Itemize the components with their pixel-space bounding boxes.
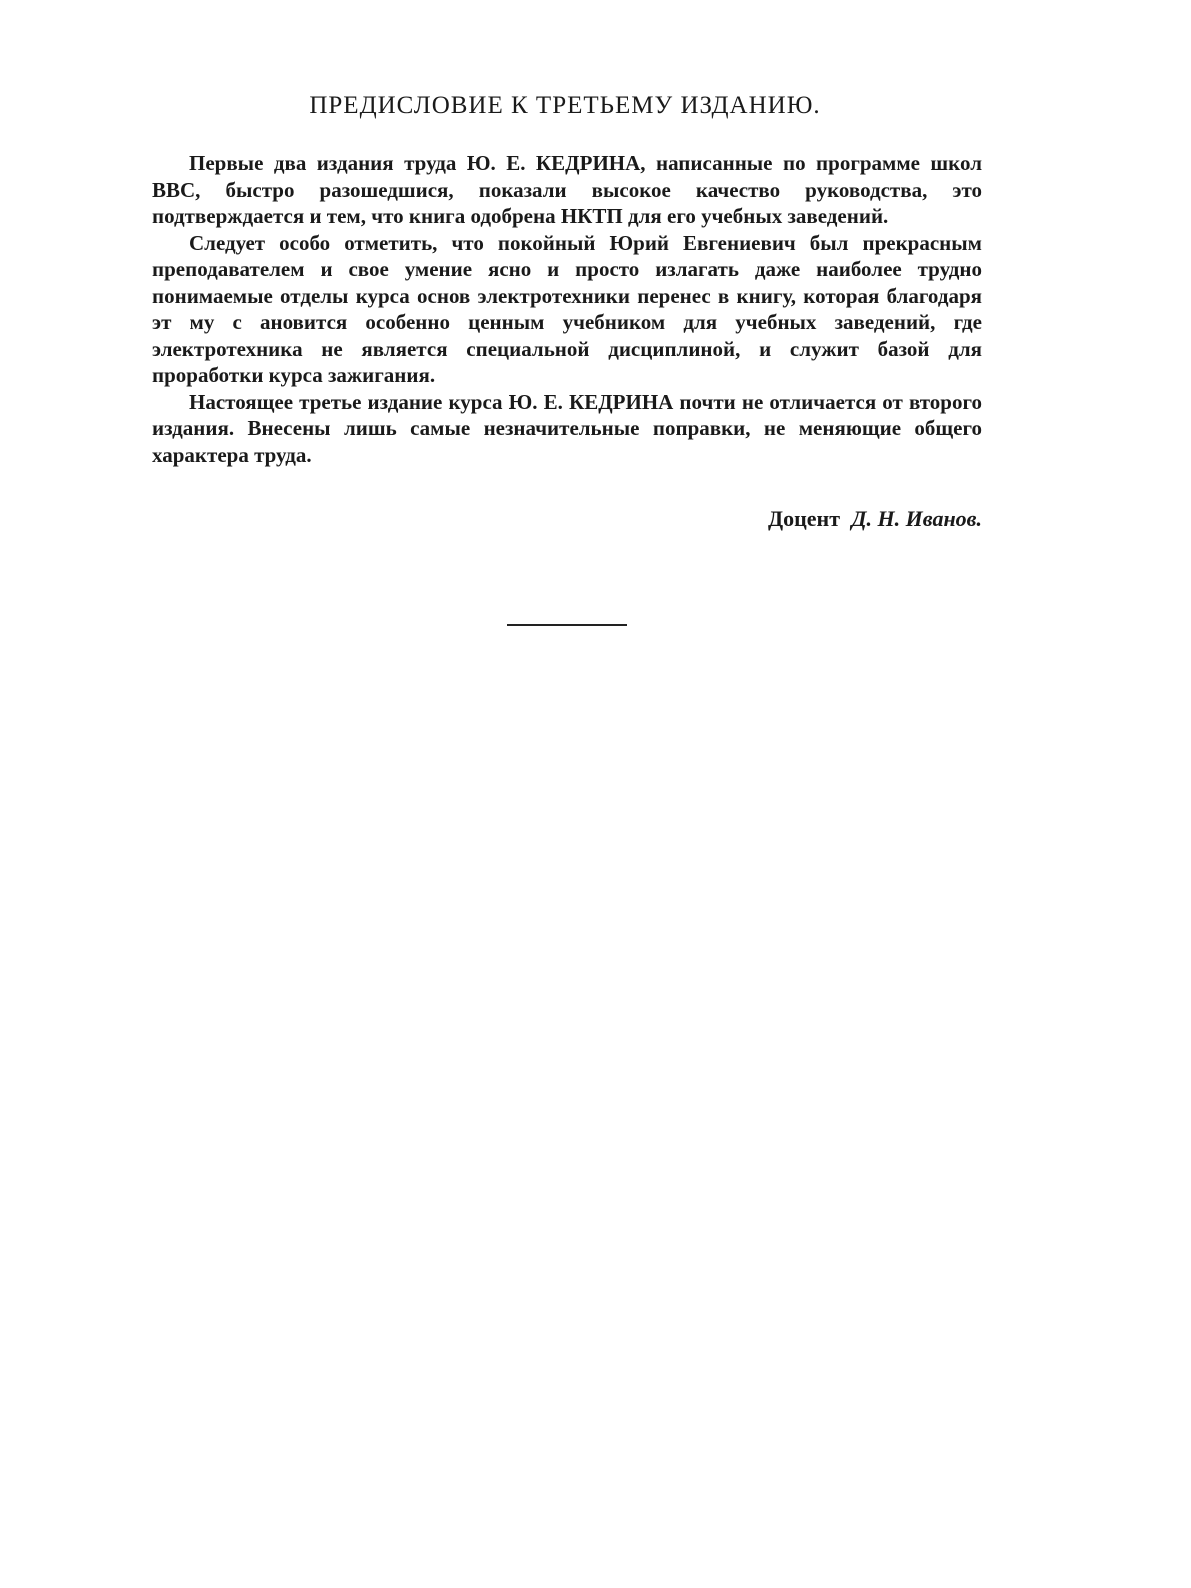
signature-name: Д. Н. Иванов. [851, 506, 982, 531]
paragraph-1: Первые два издания труда Ю. Е. КЕДРИНА, написанные по программе школ ВВС, быстро разошедшися, показали высокое качество руководства, это подтверждается и тем, что книга одобрена НКТП для его учебных заведений. [152, 151, 982, 228]
preface-body [152, 150, 982, 468]
signature-role: Доцент [767, 506, 841, 531]
paragraph-2: Следует особо отметить, что покойный Юрий Евгениевич был прекрасным преподавателем и свое умение ясно и просто излагать даже наиболее трудно понимаемые отделы курса основ электротехники перенес в книгу, которая благодаря эт му с ановится особенно ценным учебником для учебных заведений, где электротехника не является специальной дисциплиной, и служит базой для проработки курса зажигания. [152, 230, 982, 387]
signature [152, 506, 982, 532]
section-divider [507, 624, 627, 626]
page-title: ПРЕДИСЛОВИЕ К ТРЕТЬЕМУ ИЗДАНИЮ. [309, 92, 821, 119]
paragraph-3: Настоящее третье издание курса Ю. Е. КЕДРИНА почти не отличается от второго издания. Внесены лишь самые незначительные поправки, не меняющие общего характера труда. [152, 389, 982, 467]
